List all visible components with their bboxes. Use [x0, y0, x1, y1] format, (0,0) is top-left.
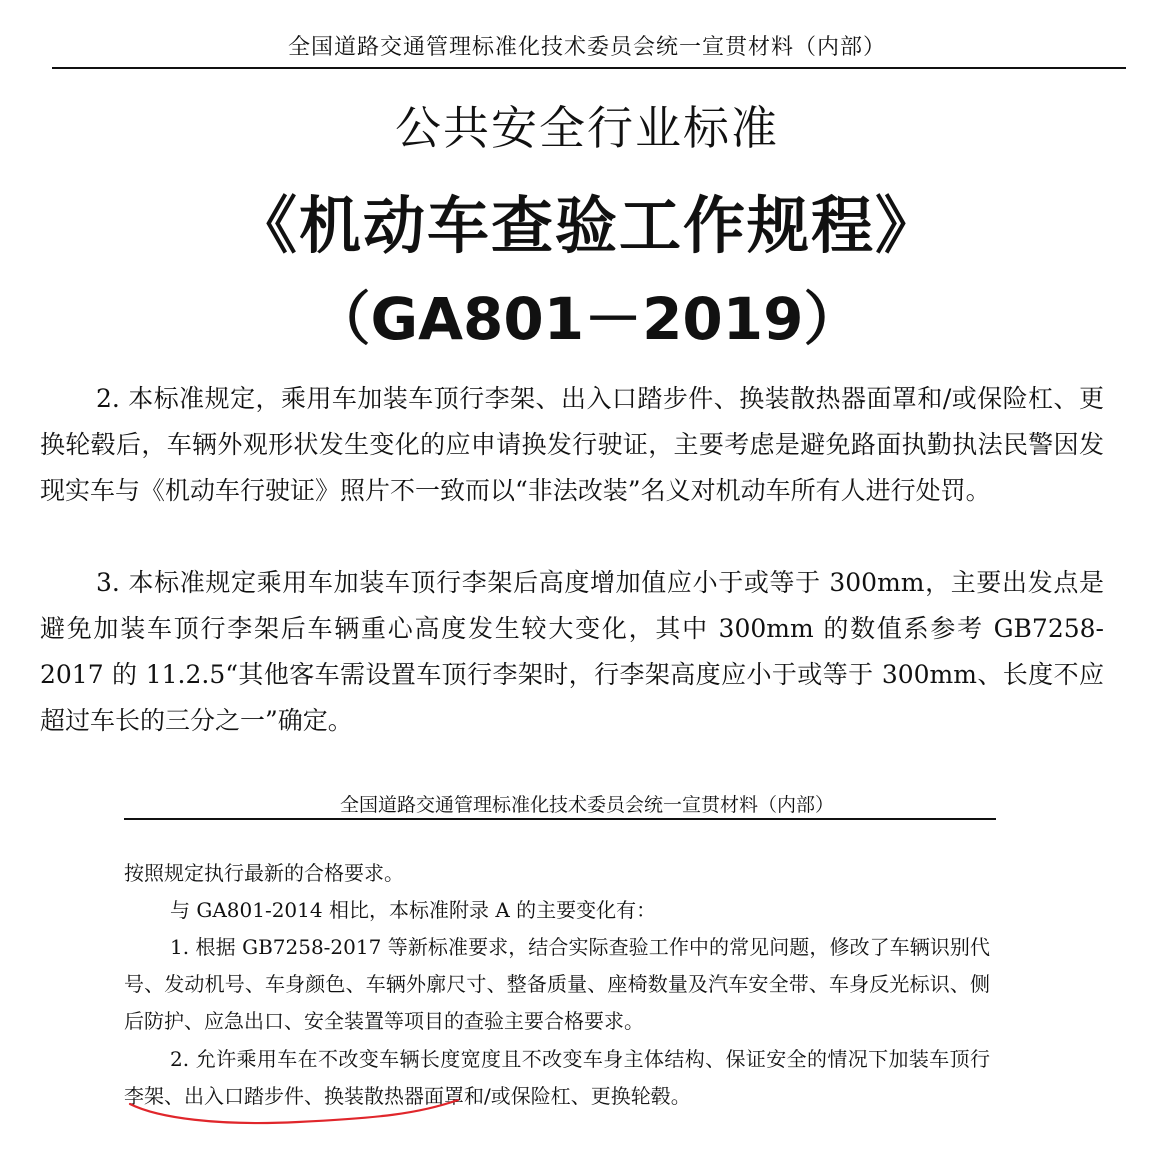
- changes-intro-text: 与 GA801-2014 相比，本标准附录 A 的主要变化有：: [170, 898, 657, 922]
- change-item-1-text: 1. 根据 GB7258-2017 等新标准要求，结合实际查验工作中的常见问题，修改了车辆识别代号、发动机号、车身颜色、车辆外廓尺寸、整备质量、座椅数量及汽车安全带、车身反光标识、侧后防护、应急出口、安全装置等项目的查验主要合格要求。: [124, 935, 990, 1033]
- requirement-line: 按照规定执行最新的合格要求。: [124, 861, 404, 885]
- title-standard-number: （GA801－2019）: [312, 285, 862, 353]
- paragraph-2: [40, 376, 1104, 514]
- second-header-rule: [124, 818, 996, 820]
- change-item-2-text: 2. 允许乘用车在不改变车辆长度宽度且不改变车身主体结构、保证安全的情况下加装车顶行李架、出入口踏步件、换装散热器面罩和/或保险杠、更换轮毂。: [124, 1047, 990, 1108]
- header-rule: [52, 67, 1126, 69]
- change-item-1: [124, 929, 990, 1040]
- changes-intro: [124, 892, 990, 929]
- title-document-name: 《机动车查验工作规程》: [234, 189, 939, 262]
- paragraph-3: [40, 560, 1104, 744]
- paragraph-2-text: 2. 本标准规定，乘用车加装车顶行李架、出入口踏步件、换装散热器面罩和/或保险杠、更换轮毂后，车辆外观形状发生变化的应申请换发行驶证，主要考虑是避免路面执勤执法民警因发现实车与《机动车行驶证》照片不一致而以“非法改装”名义对机动车所有人进行处罚。: [40, 384, 1104, 505]
- paragraph-3-text: 3. 本标准规定乘用车加装车顶行李架后高度增加值应小于或等于 300mm，主要出发点是避免加装车顶行李架后车辆重心高度发生较大变化，其中 300mm 的数值系参考 GB7258-2017 的 11.2.5“其他客车需设置车顶行李架时，行李架高度应小于或等于 300mm、长度不应超过车长的三分之一”确定。: [40, 568, 1104, 735]
- title-standard-type: 公共安全行业标准: [395, 101, 779, 155]
- top-header: 全国道路交通管理标准化技术委员会统一宣贯材料（内部）: [287, 35, 886, 60]
- red-handwritten-underline: [128, 1096, 464, 1132]
- second-header: 全国道路交通管理标准化技术委员会统一宣贯材料（内部）: [339, 794, 834, 816]
